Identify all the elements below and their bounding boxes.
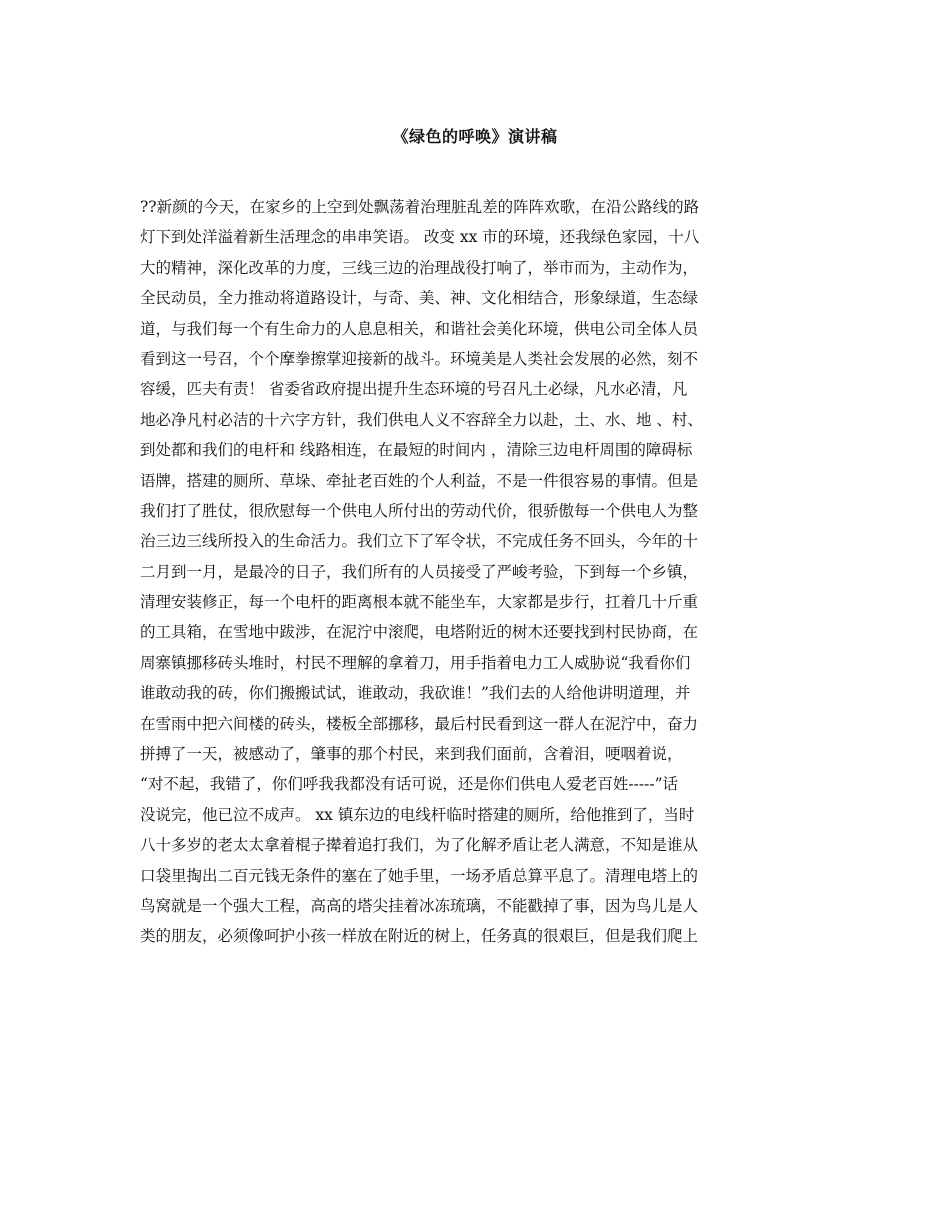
body-line: 清理安装修正，每一个电杆的距离根本就不能坐车，大家都是步行，扛着几十斤重 [140,593,699,612]
body-line: 周寨镇挪移砖头堆时，村民不理解的拿着刀，用手指着电力工人威胁说“我看你们 [140,653,691,672]
body-line: 我们打了胜仗，很欣慰每一个供电人所付出的劳动代价，很骄傲每一个供电人为整 [140,501,699,520]
body-line: 语牌，搭建的厕所、草垛、牵扯老百姓的个人利益，不是一件很容易的事情。但是 [140,471,699,490]
body-line: 八十多岁的老太太拿着棍子撵着追打我们，为了化解矛盾让老人满意，不知是谁从 [140,836,699,855]
body-line: 灯下到处洋溢着新生活理念的串串笑语。 改变 xx 市的环境，还我绿色家园，十八 [140,228,700,247]
document-body [140,192,820,952]
body-line: 在雪雨中把六间楼的砖头，楼板全部挪移，最后村民看到这一群人在泥泞中，奋力 [140,714,699,733]
body-line: 鸟窝就是一个强大工程，高高的塔尖挂着冰冻琉璃，不能戳掉了事，因为鸟儿是人 [140,896,699,915]
body-line: 道，与我们每一个有生命力的人息息相关，和谐社会美化环境，供电公司全体人员 [140,319,699,338]
body-line: 大的精神，深化改革的力度，三线三边的治理战役打响了，举市而为，主动作为， [140,258,699,277]
body-line: 容缓，匹夫有责！ 省委省政府提出提升生态环境的号召凡土必绿，凡水必清，凡 [140,380,688,399]
body-line: 谁敢动我的砖，你们搬搬试试，谁敢动，我砍谁！”我们去的人给他讲明道理，并 [140,684,691,703]
document-title: 《绿色的呼唤》演讲稿 [392,127,558,146]
body-line: “对不起，我错了，你们呼我我都没有话可说，还是你们供电人爱老百姓-----”话 [140,775,679,794]
body-line: 的工具箱，在雪地中跋涉，在泥泞中滚爬，电塔附近的树木还要找到村民协商，在 [140,623,699,642]
body-line: 二月到一月，是最冷的日子，我们所有的人员接受了严峻考验，下到每一个乡镇， [140,562,699,581]
body-line: 没说完，他已泣不成声。 xx 镇东边的电线杆临时搭建的厕所，给他推到了，当时 [140,805,695,824]
body-line: ??新颜的今天，在家乡的上空到处飘荡着治理脏乱差的阵阵欢歌，在沿公路线的路 [140,198,700,216]
body-line: 地必净凡村必洁的十六字方针，我们供电人义不容辞全力以赴，土、水、地 、村、 [140,410,703,429]
body-line: 类的朋友，必须像呵护小孩一样放在附近的树上，任务真的很艰巨，但是我们爬上 [140,927,699,946]
body-line: 看到这一号召，个个摩拳擦掌迎接新的战斗。环境美是人类社会发展的必然，刻不 [140,349,699,368]
body-line: 口袋里掏出二百元钱无条件的塞在了她手里，一场矛盾总算平息了。清理电塔上的 [140,866,699,885]
body-line: 治三边三线所投入的生命活力。我们立下了军令状，不完成任务不回头，今年的十 [140,532,699,551]
body-line: 拼搏了一天，被感动了，肇事的那个村民，来到我们面前，含着泪，哽咽着说， [140,745,683,764]
body-line: 到处都和我们的电杆和 线路相连，在最短的时间内 ，清除三边电杆周围的障碍标 [140,441,693,460]
body-line: 全民动员，全力推动将道路设计，与奇、美、神、文化相结合，形象绿道，生态绿 [140,289,699,308]
